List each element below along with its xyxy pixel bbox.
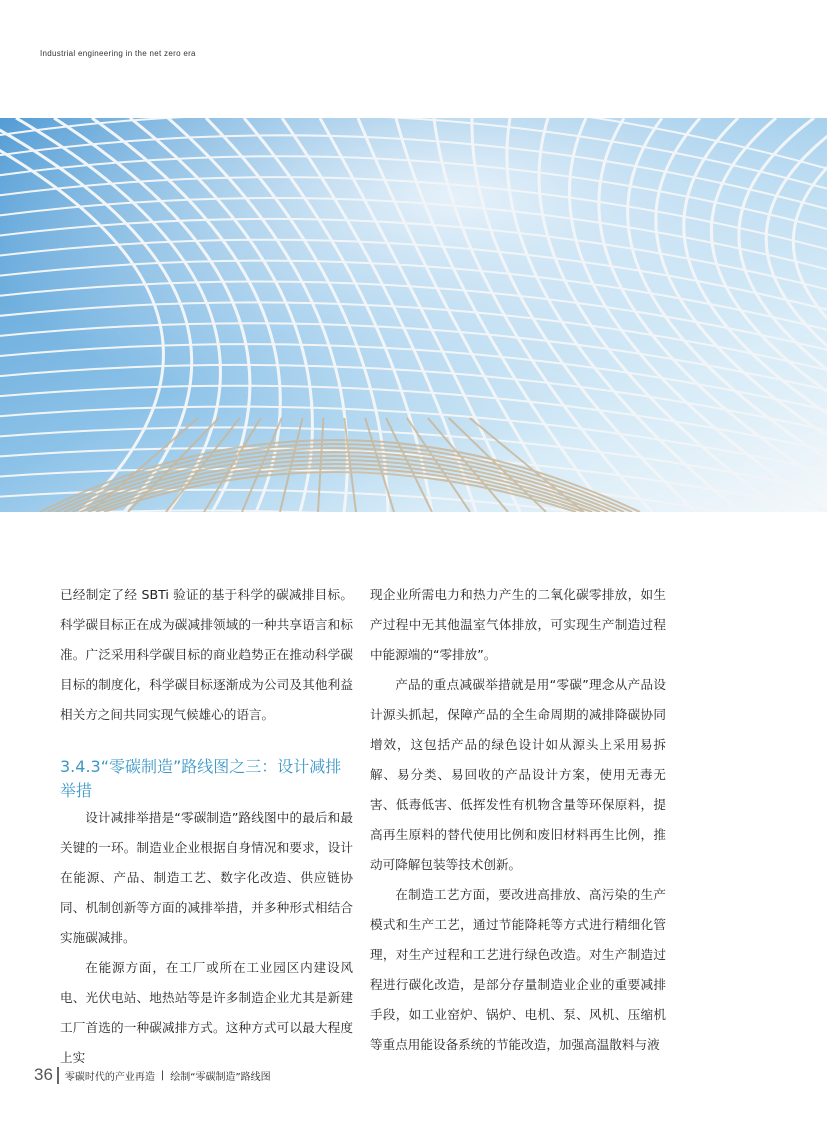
body-paragraph: 现企业所需电力和热力产生的二氧化碳零排放，如生产过程中无其他温室气体排放，可实现生产制造过程中能源端的“零排放”。 bbox=[370, 587, 666, 662]
footer-separator: | bbox=[160, 1069, 165, 1081]
hero-photo-glass-dome bbox=[0, 118, 827, 512]
footer-divider bbox=[57, 1067, 59, 1084]
right-text-column bbox=[370, 580, 666, 1060]
intro-paragraph: 已经制定了经 SBTi 验证的基于科学的碳减排目标。科学碳目标正在成为碳减排领域的一种共享语言和标准。广泛采用科学碳目标的商业趋势正在推动科学碳目标的制度化，科学碳目标逐渐成为公司及其他利益相关方之间共同实现气候雄心的语言。 bbox=[60, 587, 353, 722]
body-paragraph: 在制造工艺方面，要改进高排放、高污染的生产模式和生产工艺，通过节能降耗等方式进行精细化管理，对生产过程和工艺进行绿色改造。对生产制造过程进行碳化改造，是部分存量制造业企业的重要减排手段，如工业窑炉、锅炉、电机、泵、风机、压缩机等重点用能设备系统的节能改造，加强高温散料与液 bbox=[370, 887, 666, 1052]
body-paragraph: 产品的重点减碳举措就是用“零碳”理念从产品设计源头抓起，保障产品的全生命周期的减排降碳协同增效，这包括产品的绿色设计如从源头上采用易拆解、易分类、易回收的产品设计方案，使用无毒无害、低毒低害、低挥发性有机物含量等环保原料，提高再生原料的替代使用比例和废旧材料再生比例，推动可降解包装等技术创新。 bbox=[370, 677, 666, 872]
body-paragraph: 在能源方面，在工厂或所在工业园区内建设风电、光伏电站、地热站等是许多制造企业尤其是新建工厂首选的一种碳减排方式。这种方式可以最大程度上实 bbox=[60, 960, 353, 1065]
page-footer bbox=[34, 1064, 271, 1086]
running-header: Industrial engineering in the net zero era bbox=[40, 49, 196, 58]
publication-title: 零碳时代的产业再造 bbox=[64, 1071, 155, 1083]
page-number: 36 bbox=[34, 1065, 53, 1084]
chapter-title: 绘制“零碳制造”路线图 bbox=[170, 1071, 271, 1083]
body-paragraph: 设计减排举措是“零碳制造”路线图中的最后和最关键的一环。制造业企业根据自身情况和要求，设计在能源、产品、制造工艺、数字化改造、供应链协同、机制创新等方面的减排举措，并多种形式相结合实施碳减排。 bbox=[60, 810, 353, 945]
section-heading-3-4-3: 3.4.3“零碳制造”路线图之三：设计减排举措 bbox=[60, 757, 342, 800]
glass-dome-illustration bbox=[0, 118, 827, 512]
left-text-column bbox=[60, 580, 353, 1073]
